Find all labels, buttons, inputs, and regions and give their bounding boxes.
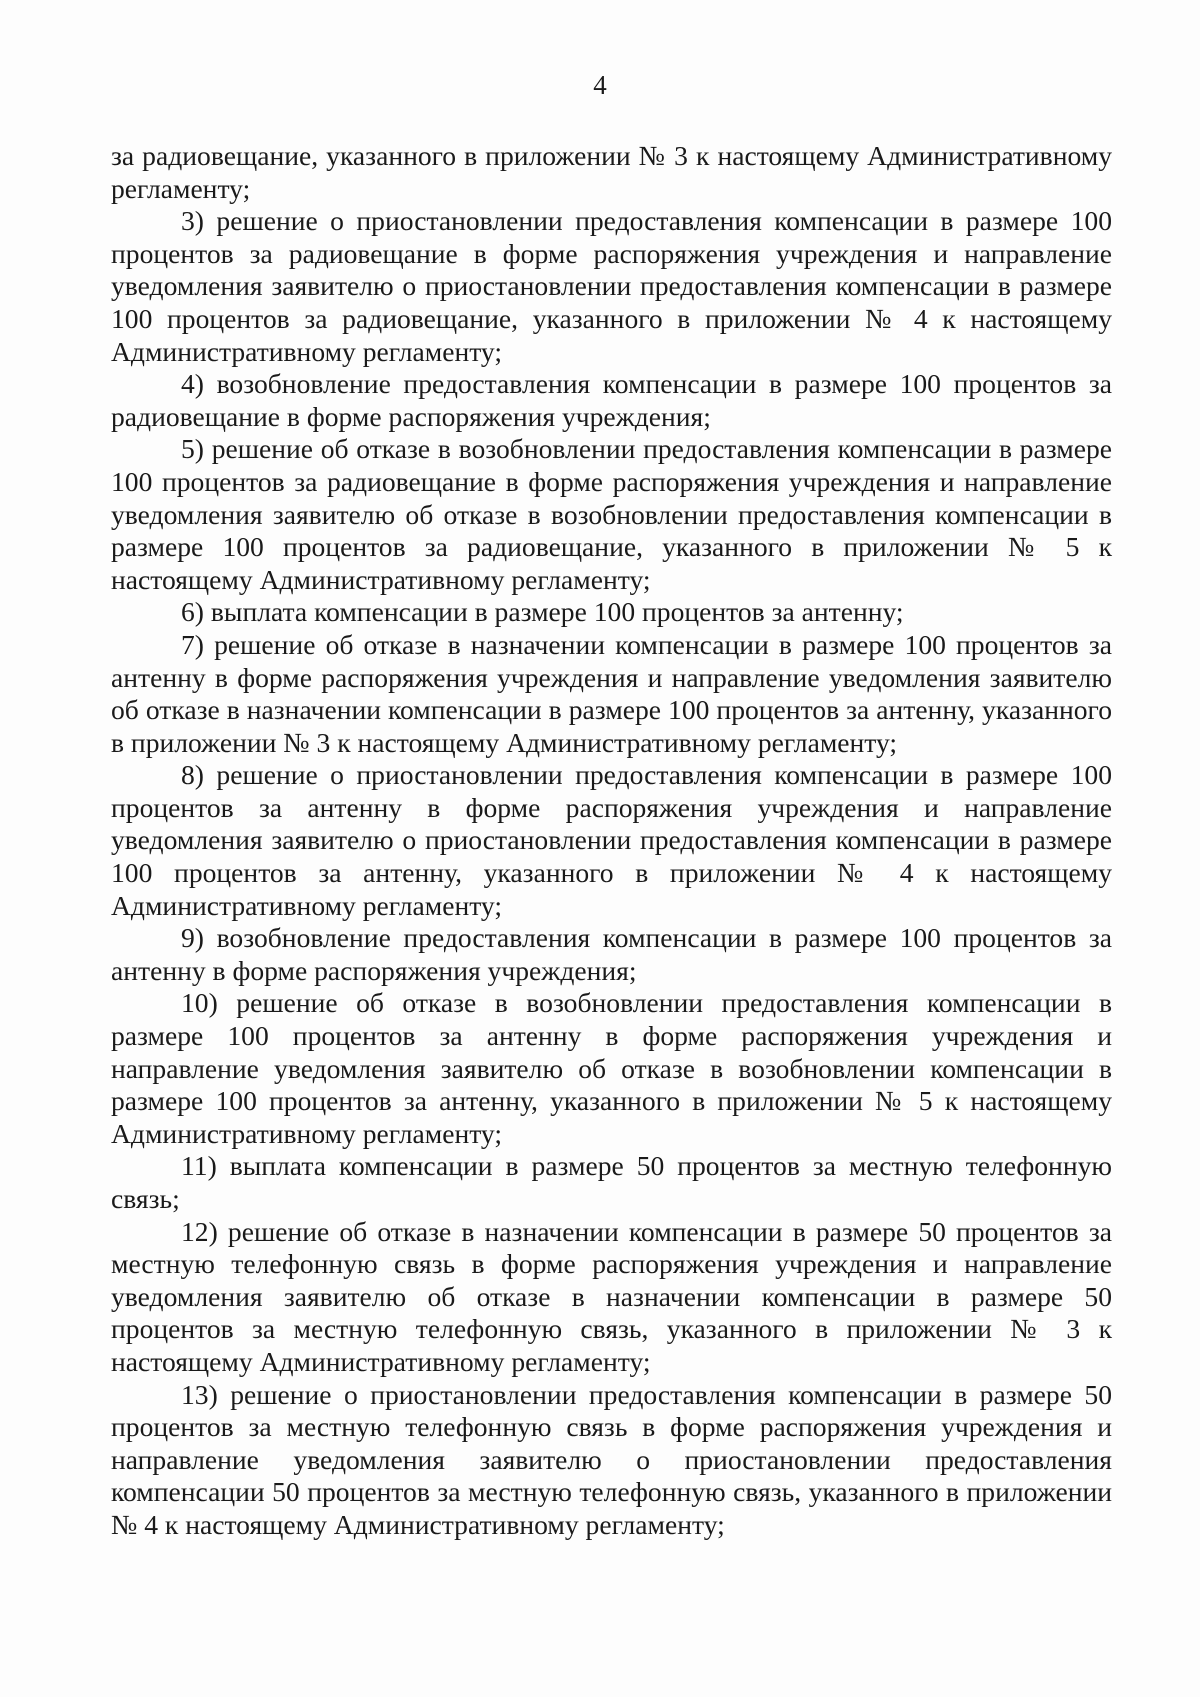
list-item: 6) выплата компенсации в размере 100 процентов за антенну; — [181, 596, 904, 628]
list-item: 12) решение об отказе в назначении компенсации в размере 50 процентов за местную телефонную связь в форме распоряжения учреждения и направление уведомления заявителю об отказе в назначении компенсации в размере 50 процентов за местную телефонную связь, указанного в приложении № 3 к настоящему Административному регламенту; — [111, 1215, 1112, 1377]
list-item: 3) решение о приостановлении предоставления компенсации в размере 100 процентов за радиовещание в форме распоряжения учреждения и направление уведомления заявителю о приостановлении предоставления компенсации в размере 100 процентов за радиовещание, указанного в приложении № 4 к настоящему Административному регламенту; — [111, 205, 1112, 367]
paragraph-continuation: за радиовещание, указанного в приложении № 3 к настоящему Административному регламенту; — [111, 140, 1112, 204]
list-item: 7) решение об отказе в назначении компенсации в размере 100 процентов за антенну в форме распоряжения учреждения и направление уведомления заявителю об отказе в назначении компенсации в размере 100 процентов за антенну, указанного в приложении № 3 к настоящему Административному регламенту; — [111, 628, 1112, 758]
document-body — [111, 140, 1112, 1542]
page-number: 4 — [593, 70, 607, 100]
list-item: 11) выплата компенсации в размере 50 процентов за местную телефонную связь; — [111, 1150, 1112, 1214]
list-item: 4) возобновление предоставления компенсации в размере 100 процентов за радиовещание в форме распоряжения учреждения; — [111, 368, 1112, 432]
list-item: 5) решение об отказе в возобновлении предоставления компенсации в размере 100 процентов за радиовещание в форме распоряжения учреждения и направление уведомления заявителю об отказе в возобновлении предоставления компенсации в размере 100 процентов за радиовещание, указанного в приложении № 5 к настоящему Административному регламенту; — [111, 433, 1112, 595]
list-item: 9) возобновление предоставления компенсации в размере 100 процентов за антенну в форме распоряжения учреждения; — [111, 922, 1112, 986]
list-item: 8) решение о приостановлении предоставления компенсации в размере 100 процентов за антенну в форме распоряжения учреждения и направление уведомления заявителю о приостановлении предоставления компенсации в размере 100 процентов за антенну, указанного в приложении № 4 к настоящему Административному регламенту; — [111, 759, 1112, 921]
list-item: 13) решение о приостановлении предоставления компенсации в размере 50 процентов за местную телефонную связь в форме распоряжения учреждения и направление уведомления заявителю о приостановлении предоставления компенсации 50 процентов за местную телефонную связь, указанного в приложении № 4 к настоящему Административному регламенту; — [111, 1378, 1112, 1540]
list-item: 10) решение об отказе в возобновлении предоставления компенсации в размере 100 процентов за антенну в форме распоряжения учреждения и направление уведомления заявителю об отказе в возобновлении компенсации в размере 100 процентов за антенну, указанного в приложении № 5 к настоящему Административному регламенту; — [111, 987, 1112, 1149]
